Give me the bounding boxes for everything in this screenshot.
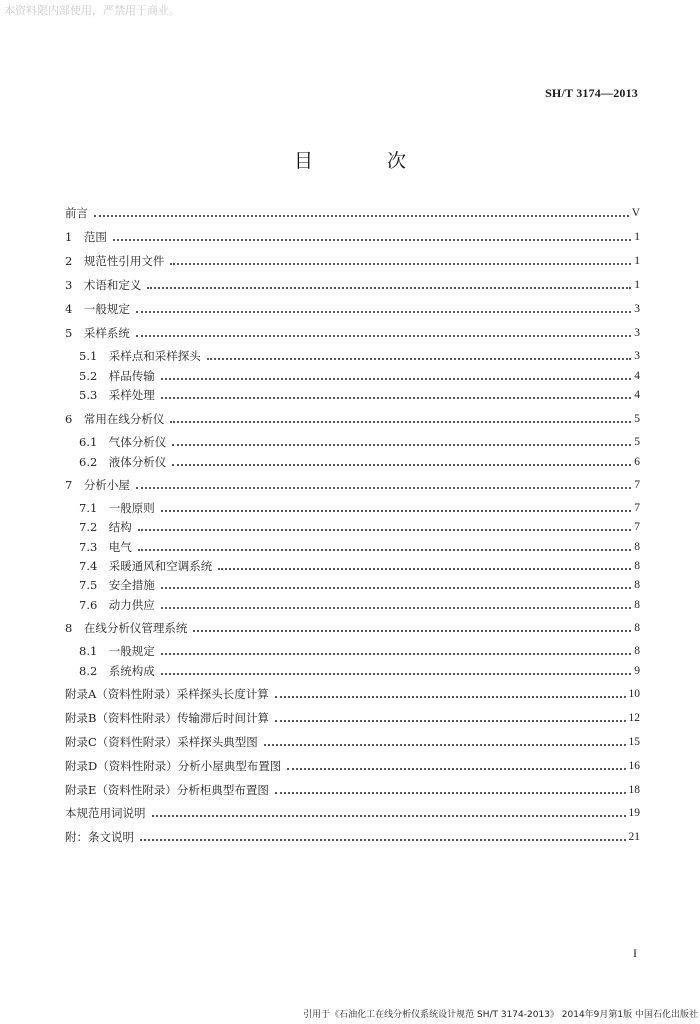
toc-label: 3 术语和定义: [65, 278, 142, 292]
toc-label: 7.3 电气: [79, 540, 132, 554]
toc-entry-preface[interactable]: [65, 204, 640, 220]
toc-page-number: 5: [634, 436, 640, 448]
toc-label: 5 采样系统: [65, 326, 130, 340]
toc-leader: [161, 672, 631, 675]
toc-page-number: 19: [628, 807, 640, 819]
toc-page-number: 5: [634, 413, 640, 425]
toc-label: 8.2 系统构成: [79, 664, 155, 678]
toc-page-number: 8: [634, 622, 640, 634]
toc-entry-7[interactable]: [65, 476, 640, 492]
toc-leader: [218, 567, 631, 570]
toc-label: 附录E（资料性附录）分析柜典型布置图: [65, 783, 269, 797]
toc-page-number: 7: [634, 521, 640, 533]
toc-label: 附录B（资料性附录）传输滞后时间计算: [65, 711, 269, 725]
toc-entry-appendix-c[interactable]: [65, 733, 640, 749]
toc-page-number: 16: [628, 760, 640, 772]
toc-leader: [136, 334, 631, 337]
toc-entry-6-1[interactable]: [79, 433, 640, 449]
toc-leader: [287, 767, 625, 770]
toc-leader: [94, 214, 629, 217]
toc-page-number: V: [631, 207, 640, 219]
toc-leader: [207, 357, 631, 360]
toc-page-number: 9: [634, 665, 640, 677]
toc-label: 7.2 结构: [79, 520, 132, 534]
toc-entry-7-5[interactable]: [79, 576, 640, 592]
toc-label: 本规范用词说明: [65, 806, 146, 820]
toc-page-number: 4: [634, 389, 640, 401]
toc-label: 2 规范性引用文件: [65, 254, 165, 268]
toc-entry-6[interactable]: [65, 410, 640, 426]
toc-entry-appendix-b[interactable]: [65, 709, 640, 725]
toc-label: 5.2 样品传输: [79, 369, 155, 383]
toc-label: 7.5 安全措施: [79, 578, 155, 592]
toc-entry-8[interactable]: [65, 619, 640, 635]
toc-page-number: 4: [634, 370, 640, 382]
toc-label: 7.6 动力供应: [79, 598, 155, 612]
toc-page-number: 7: [634, 479, 640, 491]
toc-entry-2[interactable]: [65, 252, 640, 268]
toc-entry-appendix-a[interactable]: [65, 685, 640, 701]
toc-entry-7-1[interactable]: [79, 499, 640, 515]
toc-entry-3[interactable]: [65, 276, 640, 292]
toc-page-number: 1: [634, 231, 640, 243]
toc-leader: [147, 286, 631, 289]
toc-page-number: 1: [634, 255, 640, 267]
toc-label: 4 一般规定: [65, 302, 130, 316]
toc-entry-wording[interactable]: [65, 804, 640, 820]
toc-leader: [275, 791, 626, 794]
toc-leader: [152, 814, 626, 817]
toc-page-number: 12: [628, 712, 640, 724]
toc-label: 6.1 气体分析仪: [79, 435, 167, 449]
toc-page-number: 8: [634, 645, 640, 657]
toc-entry-7-3[interactable]: [79, 538, 640, 554]
toc-page-number: 8: [634, 541, 640, 553]
toc-leader: [138, 548, 631, 551]
toc-page-number: 3: [634, 303, 640, 315]
toc-entry-5[interactable]: [65, 324, 640, 340]
toc-label: 附录A（资料性附录）采样探头长度计算: [65, 687, 269, 701]
toc-entry-1[interactable]: [65, 228, 640, 244]
toc-leader: [161, 652, 631, 655]
toc-leader: [138, 528, 631, 531]
toc-label: 5.3 采样处理: [79, 388, 155, 402]
toc-page-number: 7: [634, 502, 640, 514]
toc-label: 6.2 液体分析仪: [79, 455, 167, 469]
toc-entry-7-4[interactable]: [79, 557, 640, 573]
toc-leader: [170, 420, 631, 423]
toc-label: 前言: [65, 206, 88, 220]
toc-entry-explanation[interactable]: [65, 828, 640, 844]
toc-entry-7-6[interactable]: [79, 596, 640, 612]
toc-entry-appendix-d[interactable]: [65, 757, 640, 773]
toc-leader: [275, 719, 626, 722]
toc-leader: [113, 238, 631, 241]
toc-page-number: 8: [634, 599, 640, 611]
toc-page-number: 8: [634, 579, 640, 591]
toc-entry-6-2[interactable]: [79, 453, 640, 469]
toc-entry-4[interactable]: [65, 300, 640, 316]
toc-page-number: 3: [634, 327, 640, 339]
toc-entry-appendix-e[interactable]: [65, 781, 640, 797]
toc-page-number: 6: [634, 456, 640, 468]
toc-page-number: 3: [634, 350, 640, 362]
toc-leader: [161, 586, 631, 589]
toc-label: 7.4 采暖通风和空调系统: [79, 559, 213, 573]
toc-entry-5-1[interactable]: [79, 347, 640, 363]
toc-leader: [172, 443, 631, 446]
toc-label: 附：条文说明: [65, 830, 134, 844]
page-title: 目 次: [293, 150, 441, 172]
toc-entry-5-2[interactable]: [79, 367, 640, 383]
toc-label: 5.1 采样点和采样探头: [79, 349, 201, 363]
toc-label: 附录D（资料性附录）分析小屋典型布置图: [65, 759, 282, 773]
toc-page-number: 8: [634, 560, 640, 572]
toc-leader: [161, 509, 631, 512]
toc-leader: [161, 606, 631, 609]
toc-entry-8-1[interactable]: [79, 642, 640, 658]
toc-leader: [136, 310, 631, 313]
toc-leader: [170, 262, 631, 265]
toc-leader: [172, 463, 631, 466]
toc-label: 7 分析小屋: [65, 478, 130, 492]
toc-entry-7-2[interactable]: [79, 518, 640, 534]
toc-leader: [140, 838, 626, 841]
toc-page-number: 18: [628, 784, 640, 796]
toc-label: 8 在线分析仪管理系统: [65, 621, 188, 635]
toc-label: 6 常用在线分析仪: [65, 412, 165, 426]
toc-label: 1 范围: [65, 230, 107, 244]
toc-entry-5-3[interactable]: [79, 386, 640, 402]
toc-page-number: 1: [634, 279, 640, 291]
toc-leader: [161, 377, 631, 380]
toc-entry-8-2[interactable]: [79, 662, 640, 678]
toc-label: 7.1 一般原则: [79, 501, 155, 515]
toc-label: 8.1 一般规定: [79, 644, 155, 658]
toc-page-number: 21: [628, 831, 640, 843]
watermark: 本资料限内部使用，严禁用于商业。: [4, 4, 180, 17]
page-number: I: [633, 946, 637, 960]
toc-page-number: 10: [628, 688, 640, 700]
toc-leader: [275, 695, 626, 698]
toc-leader: [161, 396, 631, 399]
toc-leader: [264, 743, 626, 746]
toc-page-number: 15: [628, 736, 640, 748]
source-footer: 引用于《石油化工在线分析仪系统设计规范 SH/T 3174-2013》 2014年9月第1版 中国石化出版社: [303, 1010, 698, 1020]
standard-code: SH/T 3174—2013: [545, 86, 638, 100]
toc-leader: [193, 629, 631, 632]
toc-label: 附录C（资料性附录）采样探头典型图: [65, 735, 258, 749]
toc-leader: [136, 486, 631, 489]
